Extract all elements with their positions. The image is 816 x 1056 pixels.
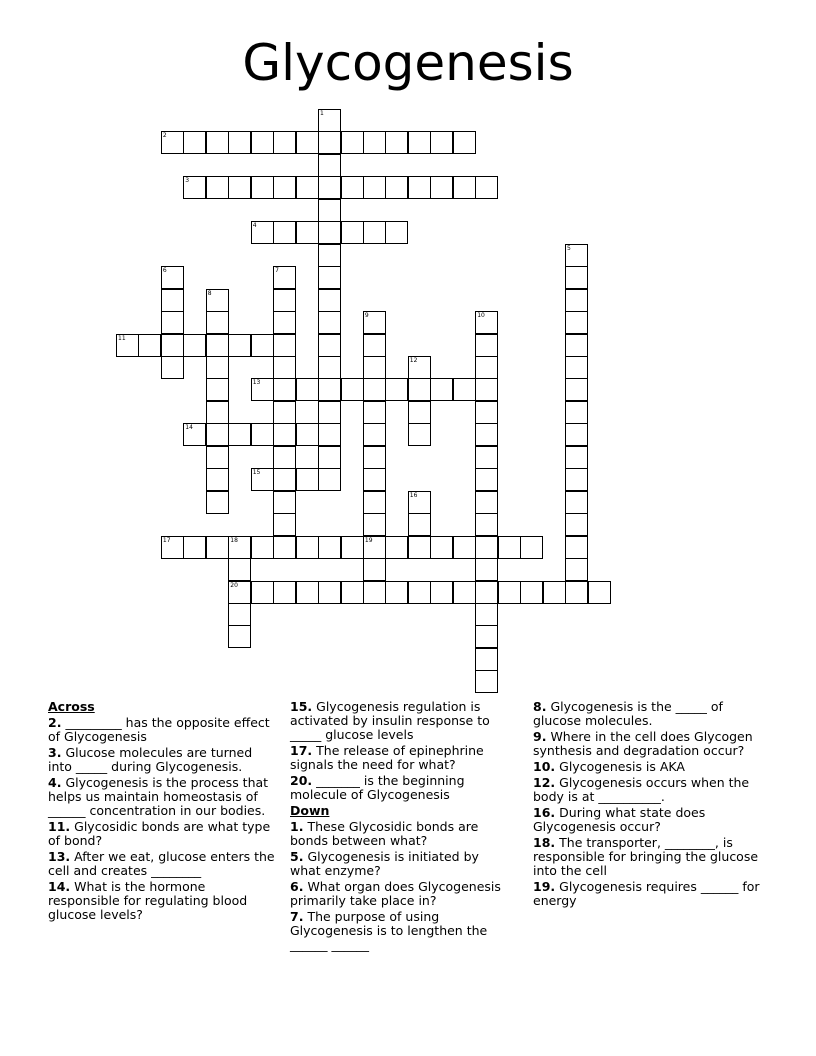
clue-number: 4. bbox=[48, 775, 62, 790]
crossword-cell[interactable] bbox=[318, 446, 341, 469]
cell-number: 8 bbox=[207, 289, 212, 297]
crossword-cell[interactable] bbox=[273, 356, 296, 379]
clue-number: 20. bbox=[290, 773, 313, 788]
crossword-cell[interactable] bbox=[430, 536, 453, 559]
clues-column-2 bbox=[290, 700, 510, 954]
clue-text: _______ is the beginning molecule of Glycogenesis bbox=[290, 773, 465, 802]
crossword-cell[interactable] bbox=[408, 401, 431, 424]
clue-number: 18. bbox=[533, 835, 556, 850]
crossword-cell[interactable] bbox=[251, 536, 274, 559]
crossword-cell[interactable] bbox=[206, 446, 229, 469]
clue-number: 8. bbox=[533, 699, 547, 714]
crossword-cell[interactable] bbox=[206, 491, 229, 514]
crossword-cell[interactable] bbox=[228, 625, 251, 648]
crossword-cell[interactable] bbox=[296, 378, 319, 401]
page-title: Glycogenesis bbox=[242, 34, 574, 92]
crossword-cell[interactable] bbox=[475, 536, 498, 559]
crossword-cell[interactable] bbox=[453, 536, 476, 559]
crossword-cell[interactable] bbox=[228, 334, 251, 357]
clue-text: Where in the cell does Glycogen synthesis and degradation occur? bbox=[533, 729, 753, 758]
crossword-cell[interactable] bbox=[475, 401, 498, 424]
crossword-cell[interactable] bbox=[251, 334, 274, 357]
cell-number: 20 bbox=[230, 581, 238, 589]
clue-across-4 bbox=[48, 776, 278, 818]
crossword-cell[interactable] bbox=[161, 289, 184, 312]
crossword-cell[interactable] bbox=[273, 581, 296, 604]
crossword-cell[interactable] bbox=[318, 289, 341, 312]
crossword-cell[interactable] bbox=[206, 401, 229, 424]
crossword-cell[interactable] bbox=[453, 378, 476, 401]
crossword-cell[interactable] bbox=[273, 221, 296, 244]
clue-number: 15. bbox=[290, 699, 313, 714]
crossword-cell[interactable] bbox=[206, 131, 229, 154]
clue-number: 17. bbox=[290, 743, 313, 758]
crossword-cell[interactable] bbox=[206, 378, 229, 401]
crossword-cell[interactable] bbox=[273, 334, 296, 357]
crossword-cell[interactable] bbox=[408, 581, 431, 604]
crossword-cell[interactable] bbox=[475, 378, 498, 401]
clue-text: The release of epinephrine signals the need for what? bbox=[290, 743, 484, 772]
crossword-cell[interactable] bbox=[318, 581, 341, 604]
clue-number: 1. bbox=[290, 819, 304, 834]
cell-number: 18 bbox=[230, 536, 238, 544]
crossword-cell[interactable] bbox=[363, 334, 386, 357]
crossword-cell[interactable] bbox=[475, 581, 498, 604]
crossword-cell[interactable] bbox=[565, 513, 588, 536]
crossword-cell[interactable] bbox=[363, 176, 386, 199]
crossword-cell[interactable] bbox=[138, 334, 161, 357]
clue-number: 10. bbox=[533, 759, 556, 774]
crossword-cell[interactable] bbox=[206, 176, 229, 199]
clue-text: During what state does Glycogenesis occur? bbox=[533, 805, 706, 834]
crossword-cell[interactable] bbox=[565, 468, 588, 491]
cell-number: 13 bbox=[252, 379, 261, 387]
clue-text: Glycogenesis regulation is activated by insulin response to _____ glucose levels bbox=[290, 699, 490, 742]
crossword-cell[interactable] bbox=[475, 513, 498, 536]
crossword-cell[interactable] bbox=[475, 648, 498, 671]
clue-text: Glycogenesis is initiated by what enzyme? bbox=[290, 849, 479, 878]
crossword-cell[interactable] bbox=[363, 468, 386, 491]
crossword-cell[interactable] bbox=[543, 581, 566, 604]
crossword-cell[interactable] bbox=[385, 176, 408, 199]
cell-number: 6 bbox=[162, 267, 167, 275]
crossword-cell[interactable] bbox=[565, 378, 588, 401]
crossword-cell[interactable] bbox=[273, 536, 296, 559]
crossword-cell[interactable] bbox=[475, 423, 498, 446]
clue-across-17 bbox=[290, 744, 510, 772]
clue-number: 6. bbox=[290, 879, 304, 894]
crossword-cell[interactable] bbox=[363, 378, 386, 401]
crossword-cell[interactable] bbox=[273, 401, 296, 424]
clue-text: Glycogenesis requires ______ for energy bbox=[533, 879, 760, 908]
crossword-cell[interactable] bbox=[363, 558, 386, 581]
cell-number: 5 bbox=[567, 244, 571, 252]
crossword-cell[interactable] bbox=[565, 356, 588, 379]
crossword-cell[interactable] bbox=[318, 131, 341, 154]
crossword-cell[interactable] bbox=[318, 199, 341, 222]
crossword-cell[interactable] bbox=[341, 536, 364, 559]
crossword-cell[interactable] bbox=[408, 131, 431, 154]
clues-column-1 bbox=[48, 700, 278, 924]
crossword-cell[interactable] bbox=[475, 603, 498, 626]
crossword-cell[interactable] bbox=[228, 423, 251, 446]
crossword-cell[interactable] bbox=[341, 221, 364, 244]
cell-number: 10 bbox=[477, 312, 485, 319]
crossword-cell[interactable] bbox=[475, 625, 498, 648]
clue-across-14 bbox=[48, 880, 278, 922]
crossword-cell[interactable] bbox=[318, 311, 341, 334]
crossword-cell[interactable] bbox=[206, 334, 229, 357]
crossword-cell[interactable] bbox=[363, 401, 386, 424]
crossword-cell[interactable] bbox=[206, 423, 229, 446]
crossword-cell[interactable] bbox=[565, 558, 588, 581]
clue-across-15 bbox=[290, 700, 510, 742]
cell-number: 2 bbox=[162, 132, 167, 140]
crossword-cell[interactable] bbox=[273, 289, 296, 312]
cell-number: 1 bbox=[320, 110, 324, 117]
crossword-cell[interactable] bbox=[318, 334, 341, 357]
clue-number: 5. bbox=[290, 849, 304, 864]
clue-text: What organ does Glycogenesis primarily take place in? bbox=[290, 879, 501, 908]
crossword-cell[interactable] bbox=[296, 131, 319, 154]
cell-number: 11 bbox=[118, 334, 126, 342]
crossword-cell[interactable] bbox=[296, 423, 319, 446]
crossword-cell[interactable] bbox=[363, 356, 386, 379]
crossword-cell[interactable] bbox=[565, 334, 588, 357]
crossword-cell[interactable] bbox=[296, 468, 319, 491]
crossword-cell[interactable] bbox=[475, 176, 498, 199]
cell-number: 7 bbox=[275, 267, 279, 275]
crossword-cell[interactable] bbox=[318, 423, 341, 446]
crossword-cell[interactable] bbox=[183, 131, 206, 154]
clue-down-10 bbox=[533, 760, 768, 774]
crossword-cell[interactable] bbox=[565, 401, 588, 424]
crossword-cell[interactable] bbox=[520, 536, 543, 559]
crossword-cell[interactable] bbox=[385, 221, 408, 244]
crossword-cell[interactable] bbox=[251, 423, 274, 446]
crossword-cell[interactable] bbox=[273, 176, 296, 199]
crossword-cell[interactable] bbox=[341, 581, 364, 604]
crossword-cell[interactable] bbox=[341, 176, 364, 199]
crossword-cell[interactable] bbox=[565, 266, 588, 289]
crossword-cell[interactable] bbox=[318, 176, 341, 199]
crossword-cell[interactable] bbox=[498, 536, 521, 559]
crossword-cell[interactable] bbox=[498, 581, 521, 604]
crossword-cell[interactable] bbox=[475, 468, 498, 491]
clue-text: Glycosidic bonds are what type of bond? bbox=[48, 819, 271, 848]
crossword-cell[interactable] bbox=[273, 446, 296, 469]
crossword-cell[interactable] bbox=[430, 581, 453, 604]
clue-down-8 bbox=[533, 700, 768, 728]
crossword-cell[interactable] bbox=[565, 289, 588, 312]
crossword-cell[interactable] bbox=[565, 423, 588, 446]
clue-number: 14. bbox=[48, 879, 71, 894]
crossword-cell[interactable] bbox=[251, 176, 274, 199]
cell-number: 14 bbox=[185, 424, 193, 432]
clue-number: 9. bbox=[533, 729, 547, 744]
clue-down-16 bbox=[533, 806, 768, 834]
crossword-cell[interactable] bbox=[475, 491, 498, 514]
crossword-cell[interactable] bbox=[385, 378, 408, 401]
crossword-cell[interactable] bbox=[565, 446, 588, 469]
crossword-cell[interactable] bbox=[318, 154, 341, 177]
crossword-cell[interactable] bbox=[273, 468, 296, 491]
crossword-cell[interactable] bbox=[408, 423, 431, 446]
crossword-cell[interactable] bbox=[206, 536, 229, 559]
clue-text: Glycogenesis is AKA bbox=[559, 759, 685, 774]
clue-text: The purpose of using Glycogenesis is to lengthen the ______ ______ bbox=[290, 909, 488, 952]
clue-text: Glycogenesis is the process that helps us maintain homeostasis of ______ concentration in our bodies. bbox=[48, 775, 269, 818]
crossword-cell[interactable] bbox=[565, 491, 588, 514]
crossword-cell[interactable] bbox=[430, 176, 453, 199]
clue-across-20 bbox=[290, 774, 510, 802]
crossword-cell[interactable] bbox=[161, 334, 184, 357]
clue-down-18 bbox=[533, 836, 768, 878]
crossword-cell[interactable] bbox=[363, 581, 386, 604]
crossword-cell[interactable] bbox=[161, 311, 184, 334]
crossword-cell[interactable] bbox=[318, 244, 341, 267]
clue-text: Glycogenesis is the _____ of glucose molecules. bbox=[533, 699, 723, 728]
clue-number: 11. bbox=[48, 819, 71, 834]
cell-number: 4 bbox=[252, 222, 257, 230]
crossword-cell[interactable] bbox=[363, 423, 386, 446]
clue-down-19 bbox=[533, 880, 768, 908]
crossword-cell[interactable] bbox=[430, 378, 453, 401]
crossword-cell[interactable] bbox=[385, 581, 408, 604]
crossword-cell[interactable] bbox=[565, 581, 588, 604]
crossword-cell[interactable] bbox=[273, 131, 296, 154]
crossword-cell[interactable] bbox=[453, 581, 476, 604]
crossword-cell[interactable] bbox=[363, 131, 386, 154]
crossword-cell[interactable] bbox=[296, 581, 319, 604]
clue-across-11 bbox=[48, 820, 278, 848]
clue-number: 12. bbox=[533, 775, 556, 790]
cell-number: 12 bbox=[409, 356, 418, 364]
crossword-cell[interactable] bbox=[206, 356, 229, 379]
crossword-cell[interactable] bbox=[363, 513, 386, 536]
crossword-cell[interactable] bbox=[228, 558, 251, 581]
down-heading: Down bbox=[290, 803, 330, 818]
crossword-cell[interactable] bbox=[318, 536, 341, 559]
crossword-cell[interactable] bbox=[318, 356, 341, 379]
clue-number: 7. bbox=[290, 909, 304, 924]
clue-text: _________ has the opposite effect of Glycogenesis bbox=[48, 715, 270, 744]
cell-number: 19 bbox=[364, 536, 373, 544]
crossword-cell[interactable] bbox=[251, 581, 274, 604]
crossword-cell[interactable] bbox=[565, 311, 588, 334]
crossword-cell[interactable] bbox=[341, 131, 364, 154]
crossword-cell[interactable] bbox=[475, 334, 498, 357]
clue-text: These Glycosidic bonds are bonds between what? bbox=[290, 819, 479, 848]
crossword-cell[interactable] bbox=[475, 558, 498, 581]
crossword-cell[interactable] bbox=[228, 603, 251, 626]
crossword-cell[interactable] bbox=[408, 536, 431, 559]
crossword-cell[interactable] bbox=[296, 536, 319, 559]
crossword-cell[interactable] bbox=[273, 491, 296, 514]
crossword-cell[interactable] bbox=[408, 176, 431, 199]
crossword-cell[interactable] bbox=[453, 131, 476, 154]
cell-number: 17 bbox=[162, 536, 171, 544]
clue-down-7 bbox=[290, 910, 510, 952]
crossword-cell[interactable] bbox=[296, 221, 319, 244]
crossword-cell[interactable] bbox=[296, 176, 319, 199]
crossword-cell[interactable] bbox=[273, 311, 296, 334]
crossword-cell[interactable] bbox=[565, 536, 588, 559]
clue-down-6 bbox=[290, 880, 510, 908]
crossword-cell[interactable] bbox=[318, 401, 341, 424]
crossword-cell[interactable] bbox=[273, 513, 296, 536]
crossword-cell[interactable] bbox=[183, 536, 206, 559]
clue-down-9 bbox=[533, 730, 768, 758]
clue-across-3 bbox=[48, 746, 278, 774]
crossword-cell[interactable] bbox=[363, 446, 386, 469]
crossword-cell[interactable] bbox=[430, 131, 453, 154]
clue-number: 13. bbox=[48, 849, 71, 864]
clue-text: What is the hormone responsible for regulating blood glucose levels? bbox=[48, 879, 248, 922]
crossword-cell[interactable] bbox=[363, 221, 386, 244]
clue-number: 2. bbox=[48, 715, 62, 730]
clue-down-1 bbox=[290, 820, 510, 848]
crossword-cell[interactable] bbox=[228, 131, 251, 154]
crossword-cell[interactable] bbox=[161, 356, 184, 379]
crossword-cell[interactable] bbox=[588, 581, 611, 604]
clue-number: 3. bbox=[48, 745, 62, 760]
crossword-cell[interactable] bbox=[475, 446, 498, 469]
clue-text: Glycogenesis occurs when the body is at __________. bbox=[533, 775, 750, 804]
cell-number: 16 bbox=[409, 491, 418, 499]
crossword-cell[interactable] bbox=[363, 491, 386, 514]
crossword-cell[interactable] bbox=[318, 221, 341, 244]
cell-number: 9 bbox=[364, 312, 369, 319]
crossword-cell[interactable] bbox=[318, 266, 341, 289]
cell-number: 15 bbox=[252, 469, 261, 477]
crossword-cell[interactable] bbox=[453, 176, 476, 199]
crossword-cell[interactable] bbox=[183, 334, 206, 357]
crossword-cell[interactable] bbox=[251, 131, 274, 154]
crossword-cell[interactable] bbox=[385, 131, 408, 154]
crossword-cell[interactable] bbox=[273, 378, 296, 401]
across-heading: Across bbox=[48, 699, 95, 714]
clue-across-13 bbox=[48, 850, 278, 878]
crossword-cell[interactable] bbox=[318, 468, 341, 491]
clue-down-12 bbox=[533, 776, 768, 804]
clue-text: After we eat, glucose enters the cell and creates ________ bbox=[48, 849, 275, 878]
clue-text: Glucose molecules are turned into _____ during Glycogenesis. bbox=[48, 745, 253, 774]
crossword-cell[interactable] bbox=[206, 311, 229, 334]
crossword-cell[interactable] bbox=[206, 468, 229, 491]
crossword-cell[interactable] bbox=[318, 378, 341, 401]
cell-number: 3 bbox=[185, 177, 190, 185]
clues-column-3 bbox=[533, 700, 768, 910]
crossword-cell[interactable] bbox=[341, 378, 364, 401]
crossword-cell[interactable] bbox=[475, 670, 498, 693]
crossword-cell[interactable] bbox=[520, 581, 543, 604]
clue-number: 19. bbox=[533, 879, 556, 894]
clue-down-5 bbox=[290, 850, 510, 878]
clue-number: 16. bbox=[533, 805, 556, 820]
clue-across-2 bbox=[48, 716, 278, 744]
crossword-cell[interactable] bbox=[475, 356, 498, 379]
clue-text: The transporter, ________, is responsible for bringing the glucose into the cell bbox=[533, 835, 759, 878]
crossword-cell[interactable] bbox=[228, 176, 251, 199]
crossword-cell[interactable] bbox=[385, 536, 408, 559]
crossword-cell[interactable] bbox=[408, 378, 431, 401]
crossword-cell[interactable] bbox=[273, 423, 296, 446]
crossword-cell[interactable] bbox=[408, 513, 431, 536]
